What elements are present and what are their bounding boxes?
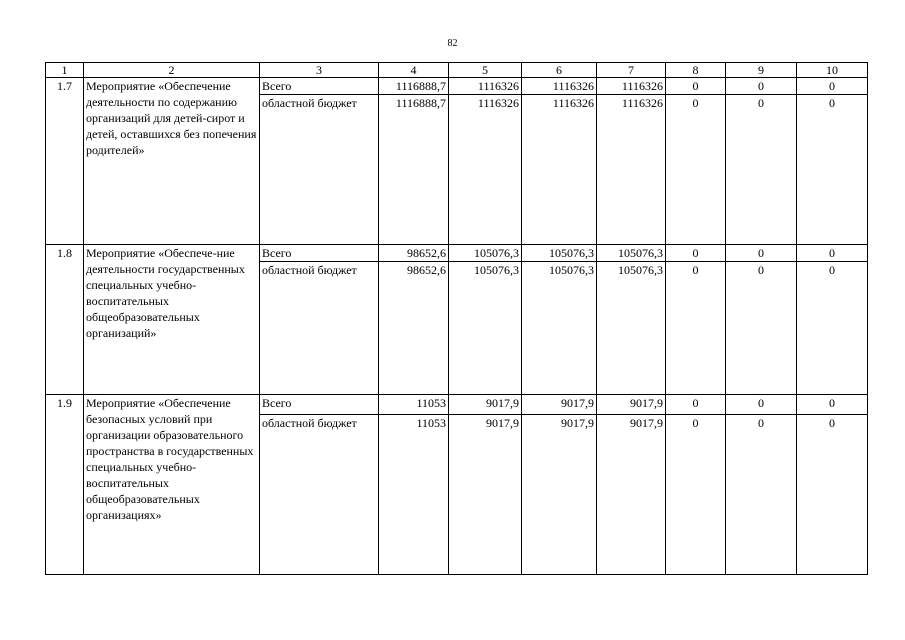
value-cell: 9017,9 <box>597 415 666 575</box>
column-header: 5 <box>449 63 522 78</box>
measure-name: Мероприятие «Обеспечение деятельности по содержанию организаций для детей-сирот и детей, оставшихся без попечения родителей» <box>84 78 260 245</box>
value-cell: 0 <box>797 415 868 575</box>
budget-table <box>45 62 868 575</box>
value-cell: 105076,3 <box>449 245 522 262</box>
page-number: 82 <box>447 38 458 49</box>
value-cell: 9017,9 <box>597 395 666 415</box>
column-header: 3 <box>260 63 379 78</box>
value-cell: 9017,9 <box>449 415 522 575</box>
value-cell: 11053 <box>379 395 449 415</box>
column-header: 8 <box>666 63 726 78</box>
value-cell: 0 <box>797 78 868 95</box>
value-cell: 105076,3 <box>597 262 666 395</box>
value-cell: 9017,9 <box>522 395 597 415</box>
table-row <box>46 395 868 415</box>
funding-source: областной бюджет <box>260 262 379 395</box>
column-header: 2 <box>84 63 260 78</box>
value-cell: 1116326 <box>449 95 522 245</box>
value-cell: 1116326 <box>597 78 666 95</box>
value-cell: 0 <box>666 245 726 262</box>
column-header: 4 <box>379 63 449 78</box>
value-cell: 1116326 <box>522 95 597 245</box>
column-header: 7 <box>597 63 666 78</box>
table-row <box>46 78 868 95</box>
value-cell: 0 <box>666 262 726 395</box>
row-id: 1.7 <box>46 78 84 245</box>
value-cell: 0 <box>797 245 868 262</box>
row-id: 1.8 <box>46 245 84 395</box>
value-cell: 0 <box>726 395 797 415</box>
value-cell: 0 <box>666 78 726 95</box>
value-cell: 0 <box>666 415 726 575</box>
measure-name: Мероприятие «Обеспече-ние деятельности государственных специальных учебно-воспитательных общеобразовательных организаций» <box>84 245 260 395</box>
value-cell: 0 <box>666 395 726 415</box>
row-id: 1.9 <box>46 395 84 575</box>
funding-source: Всего <box>260 78 379 95</box>
column-header: 6 <box>522 63 597 78</box>
funding-source: Всего <box>260 395 379 415</box>
value-cell: 1116326 <box>522 78 597 95</box>
column-header: 9 <box>726 63 797 78</box>
measure-name: Мероприятие «Обеспечение безопасных условий при организации образовательного пространства в государственных специальных учебно-воспитательных общеобразовательных организациях» <box>84 395 260 575</box>
value-cell: 1116326 <box>449 78 522 95</box>
value-cell: 11053 <box>379 415 449 575</box>
column-numbers-row <box>46 63 868 78</box>
table-row <box>46 245 868 262</box>
value-cell: 9017,9 <box>449 395 522 415</box>
value-cell: 1116888,7 <box>379 78 449 95</box>
column-header: 1 <box>46 63 84 78</box>
value-cell: 0 <box>726 262 797 395</box>
value-cell: 1116888,7 <box>379 95 449 245</box>
value-cell: 0 <box>666 95 726 245</box>
value-cell: 0 <box>726 245 797 262</box>
funding-source: Всего <box>260 245 379 262</box>
funding-source: областной бюджет <box>260 95 379 245</box>
value-cell: 0 <box>726 78 797 95</box>
value-cell: 0 <box>726 95 797 245</box>
value-cell: 98652,6 <box>379 262 449 395</box>
value-cell: 105076,3 <box>522 245 597 262</box>
funding-source: областной бюджет <box>260 415 379 575</box>
value-cell: 105076,3 <box>449 262 522 395</box>
value-cell: 98652,6 <box>379 245 449 262</box>
value-cell: 105076,3 <box>522 262 597 395</box>
value-cell: 105076,3 <box>597 245 666 262</box>
value-cell: 0 <box>797 395 868 415</box>
value-cell: 0 <box>797 262 868 395</box>
column-header: 10 <box>797 63 868 78</box>
value-cell: 9017,9 <box>522 415 597 575</box>
value-cell: 0 <box>726 415 797 575</box>
value-cell: 1116326 <box>597 95 666 245</box>
value-cell: 0 <box>797 95 868 245</box>
